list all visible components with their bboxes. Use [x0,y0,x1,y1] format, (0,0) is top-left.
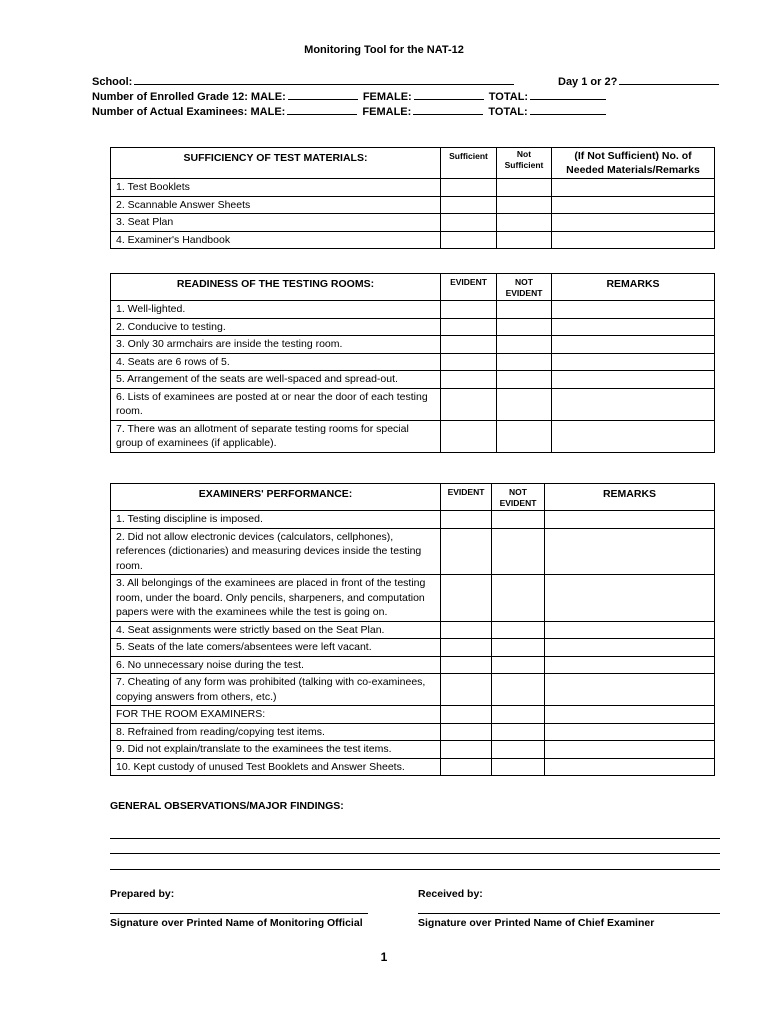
remarks-cell[interactable] [545,511,715,529]
readiness-row [111,420,715,452]
evident-header: EVIDENT [441,274,497,301]
enrolled-total-label: TOTAL: [488,91,529,103]
item-label: 2. Scannable Answer Sheets [111,196,441,214]
performance-row [111,575,715,622]
performance-row [111,528,715,575]
item-label: 5. Arrangement of the seats are well-spaced and spread-out. [111,371,441,389]
check-cell[interactable] [497,388,552,420]
check-cell[interactable] [441,214,497,232]
enrolled-male-label: Number of Enrolled Grade 12: MALE: [92,91,286,103]
actual-line [92,105,608,118]
readiness-row [111,336,715,354]
item-label: 5. Seats of the late comers/absentees were left vacant. [111,639,441,657]
sufficiency-row [111,196,715,214]
check-cell[interactable] [441,196,497,214]
item-label: 10. Kept custody of unused Test Booklets and Answer Sheets. [111,758,441,776]
performance-row [111,706,715,724]
check-cell[interactable] [492,706,545,724]
readiness-header-row [111,274,715,301]
check-cell[interactable] [497,301,552,319]
performance-header-row [111,484,715,511]
check-cell[interactable] [492,656,545,674]
enrolled-female-label: FEMALE: [362,91,412,103]
observation-line[interactable] [110,853,720,854]
readiness-row [111,353,715,371]
check-cell[interactable] [441,353,497,371]
readiness-body [111,301,715,453]
sufficiency-header-row [111,148,715,179]
check-cell[interactable] [492,723,545,741]
item-label: 4. Seat assignments were strictly based on the Seat Plan. [111,621,441,639]
document-title: Monitoring Tool for the NAT-12 [304,44,464,56]
check-cell[interactable] [441,723,492,741]
check-cell[interactable] [441,741,492,759]
check-cell[interactable] [497,214,552,232]
prepared-signature-line[interactable] [110,913,368,914]
check-cell[interactable] [441,706,492,724]
actual-total-label: TOTAL: [488,106,528,118]
school-field[interactable] [134,75,514,85]
remarks-cell[interactable] [552,336,715,354]
check-cell[interactable] [441,420,497,452]
check-cell[interactable] [492,621,545,639]
remarks-cell[interactable] [545,741,715,759]
readiness-table [110,273,715,453]
check-cell[interactable] [441,231,497,249]
readiness-row [111,388,715,420]
remarks-cell[interactable] [545,758,715,776]
enrolled-total-field[interactable] [530,90,606,100]
observation-line[interactable] [110,869,720,870]
remarks-cell[interactable] [545,528,715,575]
remarks-cell[interactable] [545,575,715,622]
observations-label: GENERAL OBSERVATIONS/MAJOR FINDINGS: [110,800,344,812]
prepared-by-label: Prepared by: [110,888,175,900]
item-label: 2. Conducive to testing. [111,318,441,336]
sufficiency-row [111,214,715,232]
item-label: 6. No unnecessary noise during the test. [111,656,441,674]
check-cell[interactable] [492,528,545,575]
remarks-cell[interactable] [552,353,715,371]
check-cell[interactable] [441,511,492,529]
check-cell[interactable] [441,656,492,674]
item-label: 9. Did not explain/translate to the examinees the test items. [111,741,441,759]
performance-body [111,511,715,776]
remarks-cell[interactable] [552,420,715,452]
item-label: 3. Only 30 armchairs are inside the testing room. [111,336,441,354]
evident-header: EVIDENT [441,484,492,511]
readiness-row [111,371,715,389]
performance-row [111,758,715,776]
check-cell[interactable] [441,758,492,776]
check-cell[interactable] [497,371,552,389]
check-cell[interactable] [492,758,545,776]
check-cell[interactable] [492,741,545,759]
readiness-row [111,301,715,319]
remarks-cell[interactable] [545,723,715,741]
performance-table [110,483,715,776]
received-by-label: Received by: [418,888,483,900]
check-cell[interactable] [441,575,492,622]
check-cell[interactable] [497,318,552,336]
item-label: 2. Did not allow electronic devices (calculators, cellphones), references (dictionaries) and measuring devices inside the testing room. [111,528,441,575]
check-cell[interactable] [441,621,492,639]
not-evident-header: NOT EVIDENT [497,274,552,301]
check-cell[interactable] [441,528,492,575]
performance-header: EXAMINERS' PERFORMANCE: [111,484,441,511]
remarks-cell[interactable] [545,621,715,639]
check-cell[interactable] [441,674,492,706]
page-number: 1 [380,950,388,964]
day-label: Day 1 or 2? [558,76,618,88]
check-cell[interactable] [441,318,497,336]
item-label: 3. All belongings of the examinees are placed in front of the testing room, under the board. Only pencils, sharpeners, and computation papers were with the examinees while the test is going on. [111,575,441,622]
performance-row [111,741,715,759]
check-cell[interactable] [492,674,545,706]
received-caption: Signature over Printed Name of Chief Examiner [418,917,655,929]
item-label: 1. Well-lighted. [111,301,441,319]
item-label: FOR THE ROOM EXAMINERS: [111,706,441,724]
actual-female-label: FEMALE: [362,106,412,118]
observation-line[interactable] [110,838,720,839]
performance-row [111,621,715,639]
item-label: 1. Testing discipline is imposed. [111,511,441,529]
remarks-header: REMARKS [545,484,715,511]
remarks-cell[interactable] [545,639,715,657]
check-cell[interactable] [441,388,497,420]
readiness-row [111,318,715,336]
needed-materials-header: (If Not Sufficient) No. of Needed Materials/Remarks [552,148,715,179]
school-label: School: [92,76,133,88]
item-label: 8. Refrained from reading/copying test items. [111,723,441,741]
check-cell[interactable] [492,639,545,657]
item-label: 6. Lists of examinees are posted at or near the door of each testing room. [111,388,441,420]
actual-male-label: Number of Actual Examinees: MALE: [92,106,286,118]
remarks-cell[interactable] [552,318,715,336]
check-cell[interactable] [497,196,552,214]
remarks-cell[interactable] [545,674,715,706]
remarks-cell[interactable] [552,301,715,319]
school-line [92,75,516,88]
prepared-caption: Signature over Printed Name of Monitoring Official [110,917,363,929]
not-sufficient-header: Not Sufficient [497,148,552,179]
remarks-header: REMARKS [552,274,715,301]
remarks-cell[interactable] [552,196,715,214]
enrolled-line [92,90,608,103]
remarks-cell[interactable] [552,231,715,249]
check-cell[interactable] [441,301,497,319]
actual-total-field[interactable] [530,105,606,115]
day-line [558,75,721,88]
item-label: 7. There was an allotment of separate testing rooms for special group of examinees (if applicable). [111,420,441,452]
check-cell[interactable] [497,179,552,197]
actual-male-field[interactable] [287,105,357,115]
remarks-cell[interactable] [552,388,715,420]
not-evident-header: NOT EVIDENT [492,484,545,511]
check-cell[interactable] [492,511,545,529]
actual-female-field[interactable] [413,105,483,115]
remarks-cell[interactable] [552,371,715,389]
check-cell[interactable] [497,420,552,452]
check-cell[interactable] [497,353,552,371]
enrolled-male-field[interactable] [288,90,358,100]
item-label: 3. Seat Plan [111,214,441,232]
remarks-cell[interactable] [545,706,715,724]
item-label: 4. Seats are 6 rows of 5. [111,353,441,371]
check-cell[interactable] [497,336,552,354]
sufficiency-table [110,147,715,249]
check-cell[interactable] [441,639,492,657]
check-cell[interactable] [497,231,552,249]
sufficiency-row [111,179,715,197]
performance-row [111,723,715,741]
sufficiency-body [111,179,715,249]
check-cell[interactable] [441,179,497,197]
check-cell[interactable] [441,371,497,389]
readiness-header: READINESS OF THE TESTING ROOMS: [111,274,441,301]
item-label: 1. Test Booklets [111,179,441,197]
check-cell[interactable] [441,336,497,354]
remarks-cell[interactable] [545,656,715,674]
received-signature-line[interactable] [418,913,720,914]
check-cell[interactable] [492,575,545,622]
day-field[interactable] [619,75,719,85]
performance-row [111,511,715,529]
enrolled-female-field[interactable] [414,90,484,100]
performance-row [111,674,715,706]
remarks-cell[interactable] [552,214,715,232]
item-label: 7. Cheating of any form was prohibited (talking with co-examinees, copying answers from others, etc.) [111,674,441,706]
sufficient-header: Sufficient [441,148,497,179]
sufficiency-header: SUFFICIENCY OF TEST MATERIALS: [111,148,441,179]
performance-row [111,656,715,674]
sufficiency-row [111,231,715,249]
performance-row [111,639,715,657]
item-label: 4. Examiner's Handbook [111,231,441,249]
remarks-cell[interactable] [552,179,715,197]
